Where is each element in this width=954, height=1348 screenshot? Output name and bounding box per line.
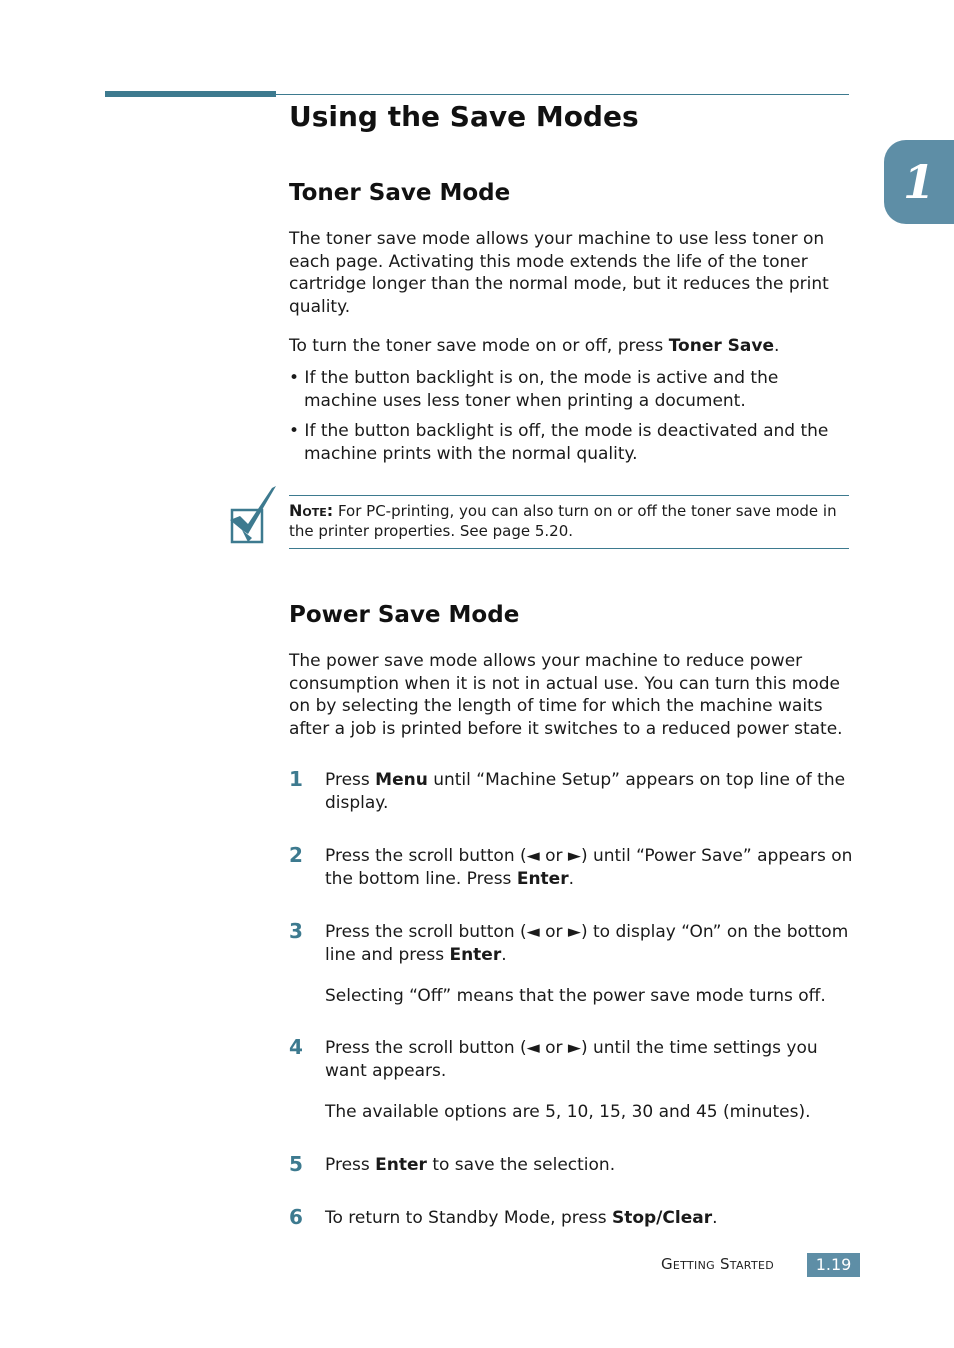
power-heading: Power Save Mode [289, 602, 520, 628]
step-key: Enter [516, 869, 569, 889]
toner-press-post: . [773, 336, 780, 356]
step-post: . [712, 1208, 718, 1228]
step-post: . [568, 869, 574, 889]
step-pre: Press [325, 770, 376, 790]
page-number-badge: 1.19 [807, 1253, 860, 1277]
step-number: 4 [289, 1035, 303, 1059]
step-text [325, 1037, 855, 1083]
toner-press [289, 335, 855, 358]
header-rule-thin [276, 94, 849, 95]
note-box [289, 495, 849, 549]
note-lead: Note: [289, 501, 334, 520]
toner-bullet-on: • If the button backlight is on, the mode is active and the machine uses less toner when printing a document. [289, 368, 779, 411]
chapter-tab: 1 [884, 140, 954, 224]
step-number: 5 [289, 1152, 303, 1176]
page-title: Using the Save Modes [289, 100, 639, 133]
step-text [325, 1154, 855, 1177]
step-key: Enter [449, 945, 502, 965]
toner-heading: Toner Save Mode [289, 180, 511, 206]
step-pre: Press the scroll button (◄ or ►) until “Power Save” appears on the bottom line. Press [325, 846, 853, 889]
step-text [325, 921, 855, 967]
step-post: until “Machine Setup” appears on top line of the display. [325, 770, 846, 813]
step-number: 6 [289, 1205, 303, 1229]
header-rule-thick [105, 91, 276, 97]
step-number: 2 [289, 843, 303, 867]
step-text [325, 845, 855, 891]
step-extra: Selecting “Off” means that the power save mode turns off. [325, 986, 826, 1006]
checkmark-icon [228, 484, 280, 546]
step-pre: Press the scroll button (◄ or ►) until the time settings you want appears. [325, 1038, 818, 1081]
step-pre: To return to Standby Mode, press [325, 1208, 612, 1228]
footer-section-label: Getting Started [661, 1255, 774, 1273]
note-text: For PC-printing, you can also turn on or off the toner save mode in the printer properties. See page 5.20. [289, 502, 837, 540]
step-number: 3 [289, 919, 303, 943]
toner-press-pre: To turn the toner save mode on or off, press [289, 336, 669, 356]
step-key: Enter [375, 1155, 427, 1175]
power-intro: The power save mode allows your machine to reduce power consumption when it is not in actual use. You can turn this mode on by selecting the length of time for which the machine waits after a job is printed before it switches to a reduced power state. [289, 651, 843, 739]
toner-bullet-off: • If the button backlight is off, the mode is deactivated and the machine prints with the normal quality. [289, 421, 829, 464]
step-number: 1 [289, 767, 303, 791]
step-text [325, 769, 855, 815]
toner-intro: The toner save mode allows your machine to use less toner on each page. Activating this mode extends the life of the toner cartridge longer than the normal mode, but it reduces the print quality. [289, 229, 829, 317]
toner-save-key: Toner Save [668, 336, 774, 356]
step-pre: Press [325, 1155, 376, 1175]
step-extra: The available options are 5, 10, 15, 30 and 45 (minutes). [325, 1102, 811, 1122]
step-text [325, 1207, 855, 1230]
step-key: Stop/Clear [611, 1208, 713, 1228]
step-post: . [501, 945, 507, 965]
step-key: Menu [375, 770, 428, 790]
step-post: to save the selection. [426, 1155, 616, 1175]
step-pre: Press the scroll button (◄ or ►) to display “On” on the bottom line and press [325, 922, 849, 965]
